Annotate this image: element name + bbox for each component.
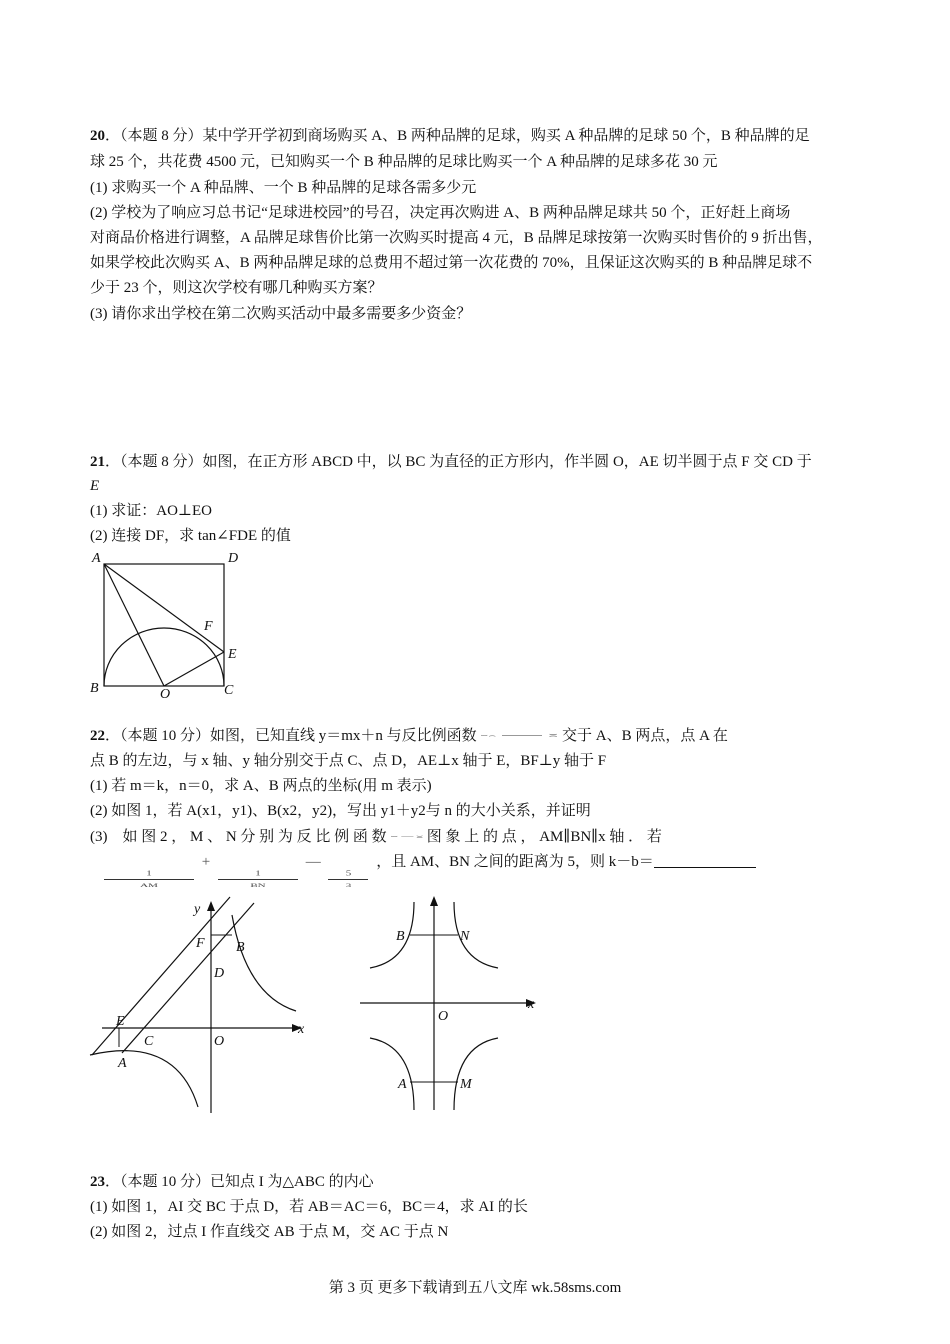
q21-number: 21 <box>90 454 105 470</box>
q21-line1: 21．（本题 8 分）如图，在正方形 ABCD 中，以 BC 为直径的正方形内，作半圆 O，AE 切半圆于点 F 交 CD 于 <box>90 454 812 470</box>
q21-part2: (2) 连接 DF，求 tan∠FDE 的值 <box>90 528 291 544</box>
q20-part1: (1) 求购买一个 A 种品牌、一个 B 种品牌的足球各需多少元 <box>90 180 477 196</box>
smudged-fraction-3: $\frac{5}{3}$ <box>328 868 368 891</box>
q23-line1: 23．（本题 10 分）已知点 I 为△ABC 的内心 <box>90 1174 374 1190</box>
q20-part3: (3) 请你求出学校在第二次购买活动中最多需要多少资金？ <box>90 306 472 322</box>
fig1-label-c: C <box>144 1034 154 1049</box>
q20-part2-line4: 少于 23 个，则这次学校有哪几种购买方案？ <box>90 280 383 296</box>
q22-figure-1 <box>86 895 316 1115</box>
fig1-label-d: D <box>214 966 225 981</box>
fig1-label-o: O <box>214 1034 225 1049</box>
q21-label-a: A <box>92 551 101 566</box>
fig1-label-y: y <box>194 902 201 917</box>
q21-label-f: F <box>204 619 213 634</box>
fig2-label-m: M <box>460 1077 472 1092</box>
fig2-label-o: O <box>438 1009 449 1024</box>
page-footer: 第 3 页 更多下载请到五八文库 wk.58sms.com <box>328 1280 622 1296</box>
q21-label-b: B <box>90 681 99 696</box>
q21-part1: (1) 求证：AO⊥EO <box>90 503 213 519</box>
q23-number: 23 <box>90 1174 105 1190</box>
q20-line1: 20．（本题 8 分）某中学开学初到商场购买 A、B 两种品牌的足球，购买 A 种品牌的足球 50 个，B 种品牌的足 <box>90 128 810 144</box>
answer-blank <box>654 853 756 868</box>
smudged-fraction-1: $\frac{1}{AM}$ <box>104 868 194 891</box>
q21-label-c: C <box>224 683 234 698</box>
q22-number: 22 <box>90 728 105 744</box>
q21-square-figure <box>86 546 256 706</box>
q20-line2: 球 25 个，共花费 4500 元，已知购买一个 B 种品牌的足球比购买一个 A 种品牌的足球多花 30 元 <box>90 154 718 170</box>
q22-figure-2 <box>358 892 548 1114</box>
fig1-label-x: x <box>298 1022 305 1037</box>
q20-part2-line2: 对商品价格进行调整，A 品牌足球售价比第一次购买时提高 4 元，B 品牌足球按第一次购买时售价的 9 折出售， <box>90 230 823 246</box>
smudged-fraction-2: $\frac{1}{BN}$ <box>218 868 298 891</box>
q21-label-e: E <box>228 647 237 662</box>
q22-line2: 点 B 的左边，与 x 轴、y 轴分别交于点 C、点 D，AE⊥x 轴于 E，BF⊥y 轴于 F <box>90 753 607 769</box>
fig1-label-f: F <box>196 936 205 951</box>
fig2-label-x: x <box>528 997 535 1012</box>
q20-part2-line1: (2) 学校为了响应习总书记“足球进校园”的号召，决定再次购进 A、B 两种品牌足球共 50 个，正好赶上商场 <box>90 205 791 221</box>
q22-part2: (2) 如图 1，若 A(x1，y1)、B(x2，y2)，写出 y1＋y2与 n 的大小关系，并证明 <box>90 803 591 819</box>
smudged-fraction-icon: ≍ <box>548 730 559 740</box>
smudged-formula-icon-2: ⌣ — ≍ <box>390 831 423 841</box>
q21-label-d: D <box>228 551 239 566</box>
smudged-dash <box>502 735 542 736</box>
q20-number: 20 <box>90 128 105 144</box>
q20-part2-line3: 如果学校此次购买 A、B 两种品牌足球的总费用不超过第一次花费的 70%，且保证这次购买的 B 种品牌足球不 <box>90 255 813 271</box>
fig1-label-e: E <box>116 1014 125 1029</box>
q23-part2: (2) 如图 2，过点 I 作直线交 AB 于点 M，交 AC 于点 N <box>90 1224 449 1240</box>
fig2-label-a: A <box>398 1077 407 1092</box>
q22-line1: 22．（本题 10 分）如图，已知直线 y＝mx＋n 与反比例函数 ⌣⌢ ≍ 交于 A、B 两点，点 A 在 <box>90 728 728 744</box>
fig1-label-a: A <box>118 1056 127 1071</box>
q22-part1: (1) 若 m＝k，n＝0，求 A、B 两点的坐标(用 m 表示) <box>90 778 432 794</box>
q21-label-o: O <box>160 687 171 702</box>
q22-part3-line1: (3) 如 图 2 ， M 、 N 分 别 为 反 比 例 函 数 ⌣ — ≍ 图 象 上 的 点 ， AM∥BN∥x 轴 ． 若 <box>90 829 662 845</box>
fig2-label-b: B <box>396 929 405 944</box>
q23-part1: (1) 如图 1，AI 交 BC 于点 D，若 AB＝AC＝6，BC＝4，求 AI 的长 <box>90 1199 528 1215</box>
q22-part3-line2: $\frac{1}{AM}$ + $\frac{1}{BN}$ — $\frac{5}{3}$ ，且 AM、BN 之间的距离为 5，则 k－b＝ <box>100 852 756 891</box>
q21-line2: E <box>90 478 100 494</box>
smudged-formula-icon: ⌣⌢ <box>480 730 497 740</box>
fig1-label-b: B <box>236 940 245 955</box>
fig2-label-n: N <box>460 929 470 944</box>
